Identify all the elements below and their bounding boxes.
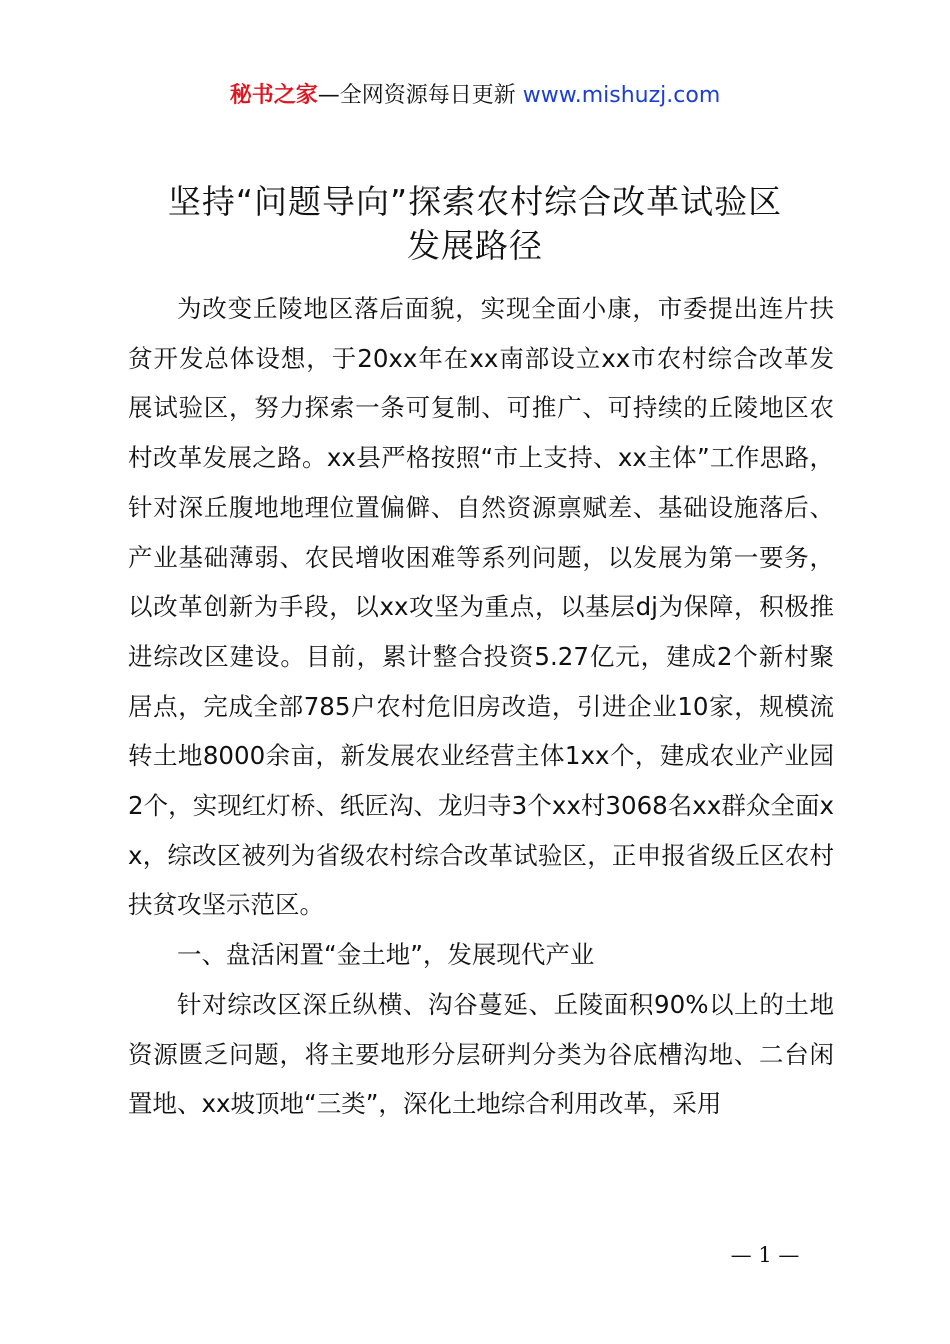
paragraph-intro: 为改变丘陵地区落后面貌，实现全面小康，市委提出连片扶贫开发总体设想，于20xx年在xx南部设立xx市农村综合改革发展试验区，努力探索一条可复制、可推广、可持续的丘陵地区农村改革发展之路。xx县严格按照“市上支持、xx主体”工作思路，针对深丘腹地地理位置偏僻、自然资源禀赋差、基础设施落后、产业基础薄弱、农民增收困难等系列问题，以发展为第一要务，以改革创新为手段，以xx攻坚为重点，以基层dj为保障，积极推进综改区建设。目前，累计整合投资5.27亿元，建成2个新村聚居点，完成全部785户农村危旧房改造，引进企业10家，规模流转土地8000余亩，新发展农业经营主体1xx个，建成农业产业园2个，实现红灯桥、纸匠沟、龙归寺3个xx村3068名xx群众全面xx，综改区被列为省级农村综合改革试验区，正申报省级丘区农村扶贫攻坚示范区。 bbox=[128, 294, 834, 920]
document-title bbox=[100, 180, 850, 268]
document-body bbox=[128, 284, 834, 1129]
paragraph-section-1: 针对综改区深丘纵横、沟谷蔓延、丘陵面积90%以上的土地资源匮乏问题，将主要地形分层研判分类为谷底槽沟地、二台闲置地、xx坡顶地“三类”，深化土地综合利用改革，采用 bbox=[128, 989, 834, 1119]
page-number: — 1 — bbox=[730, 1243, 800, 1267]
title-line-2: 发展路径 bbox=[407, 226, 543, 265]
title-line-1: 坚持“问题导向”探索农村综合改革试验区 bbox=[167, 182, 783, 221]
header-tagline: —全网资源每日更新 bbox=[317, 83, 516, 108]
site-url-link[interactable]: www.mishuzj.com bbox=[522, 83, 721, 108]
site-header bbox=[0, 80, 950, 112]
section-heading-1: 一、盘活闲置“金土地”，发展现代产业 bbox=[177, 940, 595, 970]
brand-name: 秘书之家 bbox=[229, 83, 318, 108]
